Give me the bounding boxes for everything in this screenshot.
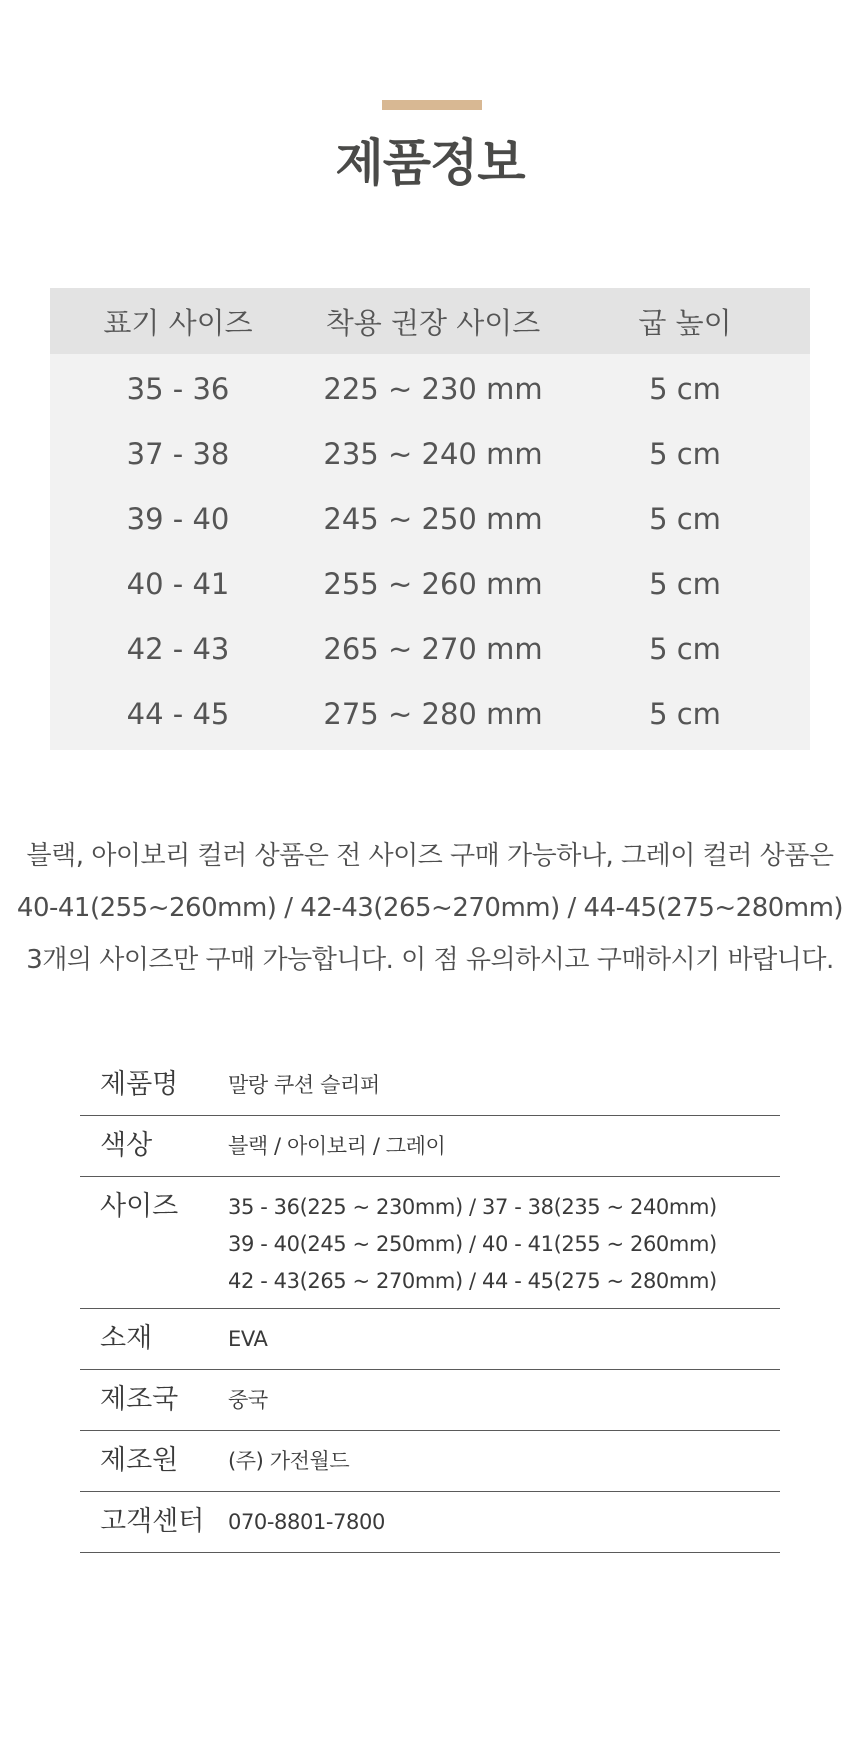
size-chart-header-heel-height: 굽 높이 [560, 288, 810, 354]
spec-value-manufacturer: (주) 가전월드 [228, 1431, 780, 1492]
size-chart-cell-mm: 275 ~ 280 mm [323, 696, 543, 731]
spec-row-manufacturer [80, 1431, 780, 1492]
spec-row-color [80, 1116, 780, 1177]
size-chart-row [50, 616, 810, 681]
size-chart-row [50, 486, 810, 551]
spec-size-line: 35 - 36(225 ~ 230mm) / 37 - 38(235 ~ 240mm) [228, 1195, 717, 1219]
size-chart-cell-label: 35 - 36 [126, 371, 230, 406]
spec-row-size [80, 1177, 780, 1309]
size-chart-cell-label: 37 - 38 [126, 436, 230, 471]
spec-label: 제품명 [80, 1055, 228, 1116]
notice-line: 40-41(255~260mm) / 42-43(265~270mm) / 44-45(275~280mm) [16, 893, 844, 923]
spec-label: 제조원 [80, 1431, 228, 1492]
size-chart-cell-heel: 5 cm [649, 696, 721, 731]
spec-label: 소재 [80, 1309, 228, 1370]
size-chart-cell-label: 42 - 43 [126, 631, 230, 666]
size-chart-cell-heel: 5 cm [649, 566, 721, 601]
spec-label: 고객센터 [80, 1492, 228, 1553]
size-chart-cell-label: 40 - 41 [126, 566, 230, 601]
spec-size-line: 39 - 40(245 ~ 250mm) / 40 - 41(255 ~ 260mm) [228, 1232, 717, 1256]
size-chart-cell-mm: 245 ~ 250 mm [323, 501, 543, 536]
size-chart-header-row [50, 288, 810, 354]
size-chart-row [50, 551, 810, 616]
product-spec-table [80, 1055, 780, 1553]
title-accent-bar [382, 100, 482, 110]
spec-size-line: 42 - 43(265 ~ 270mm) / 44 - 45(275 ~ 280mm) [228, 1269, 717, 1293]
spec-value-support-phone: 070-8801-7800 [228, 1492, 780, 1553]
size-chart-cell-mm: 225 ~ 230 mm [323, 371, 543, 406]
size-chart-row [50, 354, 810, 421]
size-chart-cell-heel: 5 cm [649, 501, 721, 536]
spec-row-name [80, 1055, 780, 1116]
spec-label: 사이즈 [80, 1177, 228, 1309]
size-chart-header-label-size: 표기 사이즈 [50, 288, 306, 354]
spec-row-support [80, 1492, 780, 1553]
spec-row-material [80, 1309, 780, 1370]
size-chart-row [50, 681, 810, 750]
size-chart-cell-label: 44 - 45 [126, 696, 230, 731]
notice-line: 블랙, 아이보리 컬러 상품은 전 사이즈 구매 가능하나, 그레이 컬러 상품은 [26, 841, 834, 871]
page-title: 제품정보 [335, 134, 525, 192]
size-chart-cell-heel: 5 cm [649, 631, 721, 666]
size-chart-cell-heel: 5 cm [649, 436, 721, 471]
spec-label: 색상 [80, 1116, 228, 1177]
size-chart-cell-label: 39 - 40 [126, 501, 230, 536]
spec-value-name: 말랑 쿠션 슬리퍼 [228, 1055, 780, 1116]
notice-line: 3개의 사이즈만 구매 가능합니다. 이 점 유의하시고 구매하시기 바랍니다. [26, 945, 834, 975]
spec-row-origin [80, 1370, 780, 1431]
purchase-notice [0, 830, 860, 986]
size-chart-cell-mm: 265 ~ 270 mm [323, 631, 543, 666]
size-chart-row [50, 421, 810, 486]
size-chart-header-recommended-size: 착용 권장 사이즈 [306, 288, 560, 354]
spec-value-size [228, 1177, 780, 1309]
spec-label: 제조국 [80, 1370, 228, 1431]
size-chart-cell-mm: 255 ~ 260 mm [323, 566, 543, 601]
size-chart-cell-mm: 235 ~ 240 mm [323, 436, 543, 471]
size-chart-table [50, 288, 810, 750]
spec-value-origin: 중국 [228, 1370, 780, 1431]
spec-value-material: EVA [228, 1309, 780, 1370]
size-chart-cell-heel: 5 cm [649, 371, 721, 406]
spec-value-color: 블랙 / 아이보리 / 그레이 [228, 1116, 780, 1177]
